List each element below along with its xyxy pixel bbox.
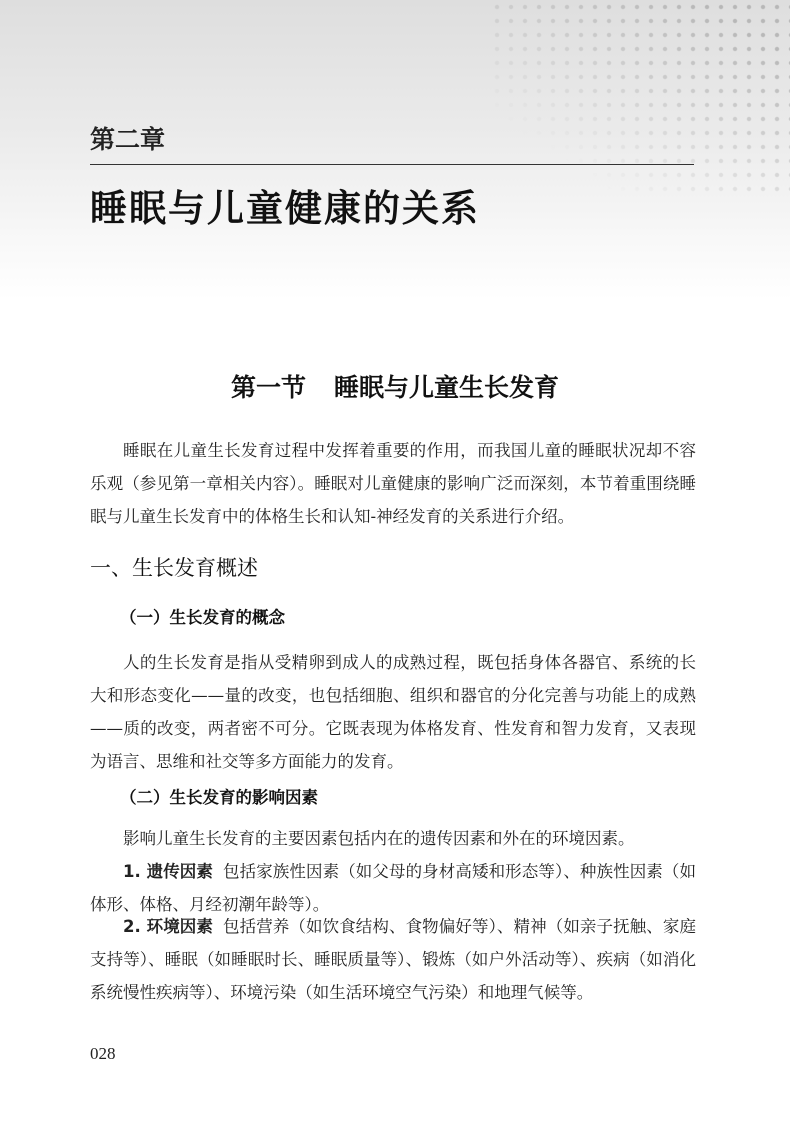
subheading-growth-factors: （二）生长发育的影响因素	[120, 788, 318, 807]
chapter-divider	[90, 164, 694, 165]
factor-text-genetic: 包括家族性因素（如父母的身材高矮和形态等）、种族性因素（如体形、体格、月经初潮年龄等）。	[90, 862, 697, 914]
factor-term-genetic: 1. 遗传因素	[123, 862, 213, 881]
decorative-dot-pattern	[490, 0, 790, 200]
intro-paragraph: 睡眠在儿童生长发育过程中发挥着重要的作用，而我国儿童的睡眠状况却不容乐观（参见第一章相关内容）。睡眠对儿童健康的影响广泛而深刻，本节着重围绕睡眠与儿童生长发育中的体格生长和认知-神经发育的关系进行介绍。	[90, 441, 696, 526]
growth-concept-paragraph: 人的生长发育是指从受精卵到成人的成熟过程，既包括身体各器官、系统的长大和形态变化——量的改变，也包括细胞、组织和器官的分化完善与功能上的成熟——质的改变，两者密不可分。它既表现为体格发育、性发育和智力发育，又表现为语言、思维和社交等多方面能力的发育。	[90, 653, 696, 771]
section-title	[0, 368, 790, 404]
page-number: 028	[90, 1044, 116, 1063]
section-title-text: 睡眠与儿童生长发育	[334, 373, 560, 402]
chapter-label: 第二章	[90, 125, 166, 154]
chapter-title: 睡眠与儿童健康的关系	[90, 187, 480, 230]
heading-growth-overview: 一、生长发育概述	[90, 556, 258, 580]
factor-text-environment: 包括营养（如饮食结构、食物偏好等）、精神（如亲子抚触、家庭支持等）、睡眠（如睡眠时长、睡眠质量等）、锻炼（如户外活动等）、疾病（如消化系统慢性疾病等）、环境污染（如生活环境空气污染）和地理气候等。	[90, 917, 697, 1002]
growth-factors-intro: 影响儿童生长发育的主要因素包括内在的遗传因素和外在的环境因素。	[123, 829, 635, 848]
section-number: 第一节	[230, 373, 306, 402]
subheading-growth-concept: （一）生长发育的概念	[120, 608, 285, 627]
factor-item-environment	[90, 910, 696, 1009]
factor-term-environment: 2. 环境因素	[123, 917, 213, 936]
